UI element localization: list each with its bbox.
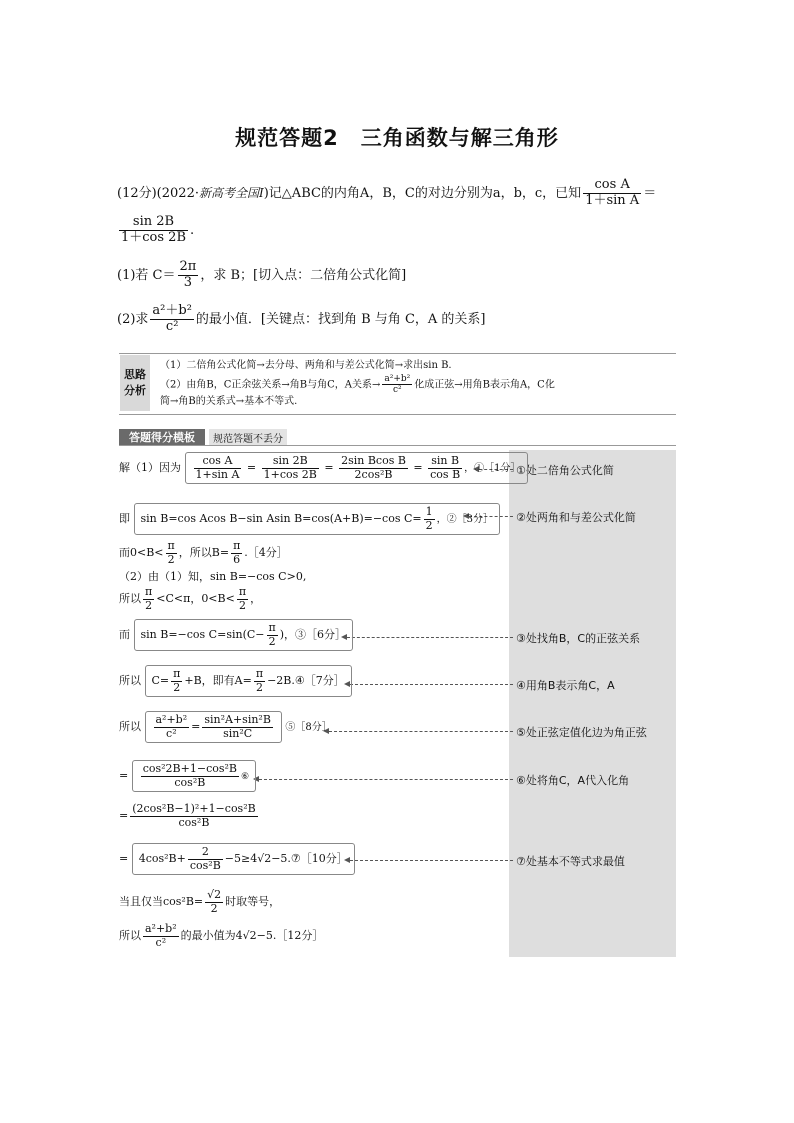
formula-box: 4cos²B+ $\frac{2}{\text{cos²B}}$ −5≥4√2−5.⑦［10分］ xyxy=(132,843,355,875)
solution-step-7: 所以 C= $\frac{\pi}{2}$ +B，即有A= $\frac{\pi}{2}$ −2B.④［7分］ xyxy=(119,665,352,697)
connector xyxy=(347,637,513,638)
page-title: 规范答题2 三角函数与解三角形 xyxy=(235,126,559,150)
note-3: ③处找角B，C的正弦关系 xyxy=(516,632,641,645)
solution-step-11: = 4cos²B+ $\frac{2}{\text{cos²B}}$ −5≥4√2−5.⑦［10分］ xyxy=(119,843,355,875)
idea-line-3: 简→角B的关系式→基本不等式. xyxy=(160,396,298,407)
connector xyxy=(350,684,513,685)
template-tag: 答题得分模板 xyxy=(119,429,205,445)
problem-stem: (12分)(2022·新高考全国Ⅰ)记△ABC的内角A，B，C的对边分别为a，b，c，已知 $\frac{\text{cos A}}{\text{1＋sin A}}$ ＝ xyxy=(117,177,657,208)
formula-box: sin B=−cos C=sin(C− $\frac{\pi}{2}$ )，③［6分］ xyxy=(134,619,354,651)
solution-step-9: = $\frac{\text{cos²2B+1−cos²B}}{\text{cos²B}}$ ⑥ xyxy=(119,760,256,792)
formula-box: $\frac{\text{a²+b²}}{\text{c²}}$ = $\frac{\text{sin²A+sin²B}}{\text{sin²C}}$ xyxy=(145,711,282,743)
connector xyxy=(259,779,513,780)
connector xyxy=(329,731,513,732)
idea-line-2: （2）由角B，C正余弦关系→角B与角C，A关系→ $\frac{\text{a²+b²}}{\text{c²}}$ 化成正弦→用角B表示角A，C化 xyxy=(160,374,555,396)
formula-box: C= $\frac{\pi}{2}$ +B，即有A= $\frac{\pi}{2}$ −2B.④［7分］ xyxy=(145,665,352,697)
problem-text: )记△ABC的内角A，B，C的对边分别为a，b，c，已知 xyxy=(263,185,582,201)
idea-tag: 思路分析 xyxy=(120,355,150,411)
solution-step-4: （2）由（1）知，sin B=−cos C>0, xyxy=(119,570,307,583)
part-1: (1)若 C＝ $\frac{2\pi}{3}$ ，求 B；[切入点：二倍角公式化简] xyxy=(117,259,407,290)
problem-score: (12分)(2022· xyxy=(117,185,199,201)
given-lhs-fraction: $\frac{\text{cos A}}{\text{1＋sin A}}$ xyxy=(585,177,640,208)
solution-step-3: 而0<B< $\frac{\pi}{2}$ ，所以B= $\frac{\pi}{6}$ .［4分］ xyxy=(119,539,288,566)
solution-step-2: 即 sin B=cos Acos B−sin Asin B=cos(A+B)=−cos C= $\frac{1}{2}$ ，②［3分］ xyxy=(119,503,500,535)
solution-step-13: 所以 $\frac{\text{a²+b²}}{\text{c²}}$ 的最小值为4√2−5.［12分］ xyxy=(119,922,324,949)
solution-step-6: 而 sin B=−cos C=sin(C− $\frac{\pi}{2}$ )，③［6分］ xyxy=(119,619,353,651)
idea-line-1: （1）二倍角公式化简→去分母、两角和与差公式化简→求出sin B. xyxy=(160,360,452,371)
solution-step-5: 所以 $\frac{\pi}{2}$ <C<π，0<B< $\frac{\pi}{2}$ ， xyxy=(119,585,262,612)
solution-step-12: 当且仅当cos²B= $\frac{√2}{2}$ 时取等号， xyxy=(119,888,281,915)
note-2: ②处两角和与差公式化简 xyxy=(516,511,636,524)
formula-box: $\frac{\text{cos²2B+1−cos²B}}{\text{cos²B}}$ ⑥ xyxy=(132,760,256,792)
note-5: ⑤处正弦定值化边为角正弦 xyxy=(516,726,647,739)
note-6: ⑥处将角C，A代入化角 xyxy=(516,774,630,787)
formula-box: $\frac{\text{cos A}}{\text{1+sin A}}$ = $\frac{\sin 2B}{1+\cos 2B}$ = $\frac{\text{2sin Bcos B}}{\text{2cos²B}}$ = $\frac{\text{sin B}}{\text{cos B}}$ ，①［1分］ xyxy=(185,452,528,484)
template-divider xyxy=(119,445,676,446)
template-subtitle: 规范答题不丢分 xyxy=(209,429,287,445)
problem-source: 新高考全国Ⅰ xyxy=(198,185,264,200)
solution-step-1: 解（1）因为 $\frac{\text{cos A}}{\text{1+sin A}}$ = $\frac{\sin 2B}{1+\cos 2B}$ = $\frac{\text{2sin Bcos B}}{\text{2cos²B}}$ = $\frac{\text{sin B}}{\text{cos B}}$ ，①［1分］ xyxy=(119,452,528,484)
notes-column xyxy=(509,450,676,957)
formula-box: sin B=cos Acos B−sin Asin B=cos(A+B)=−cos C= $\frac{1}{2}$ ，②［3分］ xyxy=(134,503,501,535)
part-2: (2)求 $\frac{\text{a²＋b²}}{\text{c²}}$ 的最小值．[关键点：找到角 B 与角 C，A 的关系] xyxy=(117,303,486,334)
note-1: ①处二倍角公式化简 xyxy=(516,464,614,477)
solution-step-8: 所以 $\frac{\text{a²+b²}}{\text{c²}}$ = $\frac{\text{sin²A+sin²B}}{\text{sin²C}}$ ⑤［8分］ xyxy=(119,711,332,743)
given-rhs-fraction: $\frac{\sin 2B}{1+\cos 2B}$ xyxy=(121,214,187,245)
given-rhs: $\frac{\sin 2B}{1+\cos 2B}$ . xyxy=(121,214,195,245)
solution-step-10: = $\frac{\text{(2cos²B−1)²+1−cos²B}}{\text{cos²B}}$ xyxy=(119,802,256,829)
note-4: ④用角B表示角C，A xyxy=(516,679,615,692)
note-7: ⑦处基本不等式求最值 xyxy=(516,855,625,868)
connector xyxy=(350,860,513,861)
